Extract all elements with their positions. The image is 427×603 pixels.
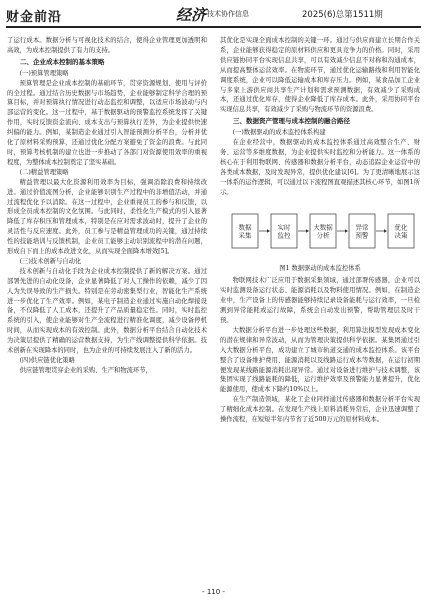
journal-logo: 经济 bbox=[176, 6, 207, 24]
subsection-heading: (四)供应链优化策略 bbox=[19, 357, 75, 364]
subsection-heading: (三)技术创新与自动化 bbox=[19, 257, 82, 265]
subsection-heading: (一)预算管理策略 bbox=[19, 69, 69, 77]
flow-box-label: 异常 bbox=[355, 223, 369, 231]
flowchart-figure bbox=[220, 202, 420, 262]
flow-box-label: 监控 bbox=[277, 231, 291, 239]
page-header bbox=[0, 0, 427, 30]
paragraph: 技术创新与自动化手段为企业成本控制提供了新的解决方案。通过部署先进的自动化设备，企业显著降低了对人工操作的依赖，减少了因人为失误导致的生产损失。特别是在劳动密集型行业，智能化生产系统进一步优化了生产效率。例如，某电子制造企业通过实施自动化焊接设备，不仅降低了人工成本，还提升了产品质量稳定性。同时，实时监控系统的引入，使企业能够对生产全流程进行精准化调度，减少设备停机时间，从而实现成本的有效控制。此外，数据分析平台结合自动化技术为决策层提供了精确的运营数据支持，为生产线调整提供科学依据。技术创新在实现降本的同时，也为企业的可持续发展注入了新的活力。 bbox=[7, 267, 207, 355]
paragraph: 精益管理以最大化资源利用效率为目标，强调消除浪费和持续改进。通过价值流图分析，企业能够识别生产过程中的非增值活动，并通过流程优化予以消除。在这一过程中，企业重视员工的参与和反馈，以形成全员成本控制的文化氛围。与此同时，柔性化生产模式的引入显著降低了库存积压和管理成本，特别是在应对需求波动时，提升了企业的灵活性与反应速度。此外，员工参与是精益管理成功的关键，通过持续性的技能培训与反馈机制，企业员工能够主动识别流程中的潜在问题，形成自下而上的成本改进文化，从而实现全面降本增效[5]。 bbox=[7, 178, 207, 256]
page-number: - 110 - bbox=[202, 588, 225, 596]
paragraph: 在生产制造领域，某化工企业同样通过传感器和数据分析平台实现了精细化成本控制。在发现生产线上原料消耗异常后，企业迅速调整了操作流程，在短短半年内节省了近500万元的原材料成本。 bbox=[220, 396, 420, 424]
flow-box-label: 大数据 bbox=[313, 223, 333, 231]
flow-box-label: 优化 bbox=[394, 223, 408, 231]
section-title: 财金前沿 bbox=[6, 10, 63, 25]
paragraph: 供应链管理贯穿企业的采购、生产和物流环节， bbox=[19, 366, 152, 374]
flow-box-label: 决策 bbox=[394, 231, 408, 239]
paragraph: 在企业经营中，数据驱动的成本监控体系通过高效整合生产、财务、运营等多维度数据，为企业提供实时监控和分析能力。这一体系的核心在于利用物联网、传感器和数据分析平台，动态追踪企业运营中的各类成本数据，及时发现异常，提供优化建议[6]。为了更清晰地展示这一体系的运作逻辑，可以通过以下流程图直观描述其核心环节，如图1所示。 bbox=[220, 139, 420, 196]
paragraph: 了运行成本。数据分析与可视化技术的结合，使得企业管理更加透明和高效，为成本控制提供了有力的支持。 bbox=[7, 37, 207, 54]
journal-subtitle: 技术协作信息 bbox=[207, 10, 249, 18]
flow-arrowhead bbox=[345, 229, 348, 233]
flow-box-label: 采集 bbox=[238, 231, 252, 239]
left-column bbox=[7, 36, 207, 376]
subsection-heading: (一)数据驱动的成本监控体系构建 bbox=[232, 129, 326, 137]
flow-box-label: 数据 bbox=[238, 223, 252, 231]
paragraph: 物联网技术广泛应用于数据采集领域，通过部署传感器，企业可以实时监测设备运行状态、能源消耗以及物料使用情况。例如，在制造企业中，生产设备上的传感器能够持续记录设备能耗与运行效率，一旦检测到异常能耗或运行故障，系统会自动发出预警，帮助管理层及时干预。 bbox=[220, 277, 420, 325]
flow-arrowhead bbox=[384, 229, 387, 233]
flow-arrowhead bbox=[306, 229, 309, 233]
figure-caption: 图1 数据驱动的成本监控体系 bbox=[279, 264, 361, 272]
issue-number: 2025(6)总第1511期 bbox=[302, 10, 383, 20]
section-heading: 二、企业成本控制的基本策略 bbox=[20, 57, 105, 66]
flow-arrowhead bbox=[267, 229, 270, 233]
flow-box-label: 实时 bbox=[277, 223, 291, 231]
paragraph: 预算管理是企业成本控制的基础环节，贯穿资源规划、使用与评价的全过程。通过结合历史数据与市场趋势，企业能够制定科学合理的预算目标，并对预算执行情况进行动态监控和调整，以适应市场波动与内部运营的变化。这一过程中，基于数据驱动的预警监控系统发挥了关键作用，实时反馈资金流向、成本支出与预算执行差异，为企业提供快速纠偏的能力。例如，某制造企业通过引入智能预测分析平台，分析并优化了原材料采购预算，还通过优化分配方案避免了资金的浪费。与此同时，预算考核机制的建立也进一步推动了各部门对资源使用效率的重视程度，为整体成本控制奠定了坚实基础。 bbox=[7, 79, 207, 166]
flowchart bbox=[220, 202, 420, 262]
subsection-heading: (二)精益管理策略 bbox=[19, 168, 69, 176]
paragraph: 其优化是实现全面成本控制的关键一环。通过与供应商建立长期合作关系，企业能够获得稳定的原材料供应和更具竞争力的价格。同时，采用供应链协同平台实现信息共享，可以有效减少信息不对称和沟通成本，从而提高整体运营效率。在物流环节，通过优化运输路线和利用智能化调度系统，企业可以降低运输成本和库存压力。例如，某食品加工企业与多家上游供应商共享生产计划和需求预测数据，有效减少了采购成本，还通过优化库存，使得企业降低了库存成本。此外，采用协同平台实现信息共享，有效减少了采购与物流环节的资源浪费。 bbox=[220, 37, 420, 114]
flow-box-label: 分析 bbox=[316, 231, 330, 239]
section-heading: 三、数据资产管理与成本控制的融合路径 bbox=[233, 117, 350, 126]
paragraph: 大数据分析平台进一步处理这些数据，利用算法模型发现成本变化的潜在规律和异常波动，从而为管理决策提供科学依据。某集团通过引入大数据分析平台，成功建立了城市轨道交通的成本监控体系。该平台整合了设备维护费用、能源消耗以及线路运行成本等数据，在运行初期便发现某线路能源消耗出现异常。通过对设备进行维护与技术调整，该集团实现了线路能耗的降低，运行维护效率及预警能力显著提升，优化能源使用，使成本下降约10%以上。 bbox=[220, 326, 420, 394]
flow-box-label: 预警 bbox=[355, 231, 369, 239]
right-column bbox=[220, 36, 420, 425]
header-rule bbox=[6, 26, 421, 28]
